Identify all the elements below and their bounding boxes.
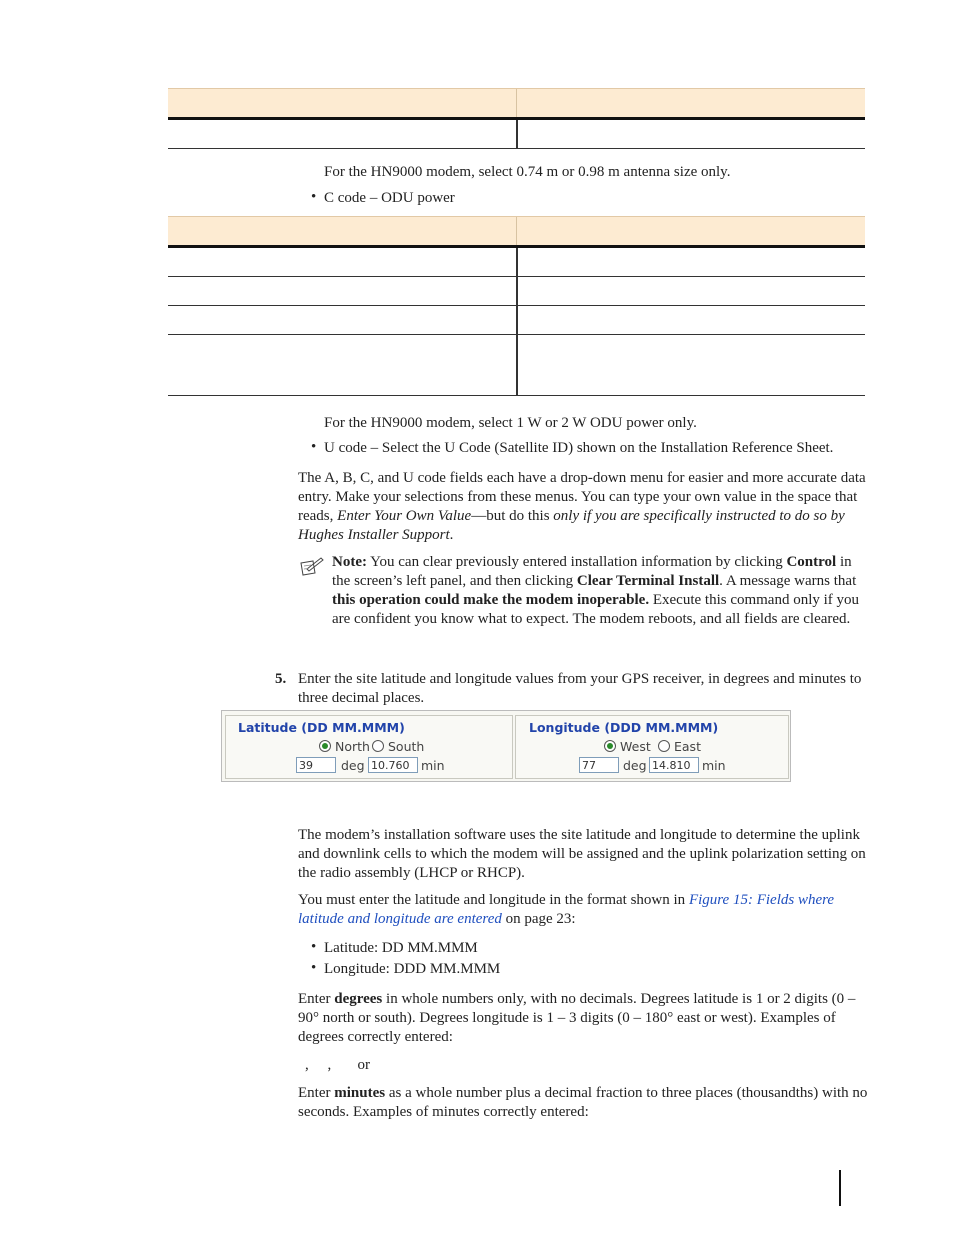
bullet-latitude-format: Latitude: DD MM.MMM [324,940,478,956]
radio-icon [658,740,670,752]
north-radio[interactable]: North [319,739,370,754]
odu-power-table [168,216,865,396]
step5-text: Enter the site latitude and longitude values from your GPS receiver, in degrees and minutes to three decimal places. [298,671,862,706]
table-header-row [168,88,865,120]
bullet-dot: • [311,960,317,976]
latitude-deg-input[interactable]: 39 [296,757,336,773]
note-odu: For the HN9000 modem, select 1 W or 2 W ODU power only. [324,415,697,431]
longitude-group [515,715,789,779]
min-label: min [702,758,726,773]
table-header-row [168,216,865,248]
note-antenna: For the HN9000 modem, select 0.74 m or 0.98 m antenna size only. [324,164,731,180]
longitude-min-input[interactable]: 14.810 [649,757,699,773]
para-minutes: Enter minutes as a whole number plus a decimal fraction to three places (thousandths) with no seconds. Examples of minutes correctly entered: [298,1085,868,1120]
min-label: min [421,758,445,773]
bullet-dot: • [311,439,317,455]
longitude-deg-input[interactable]: 77 [579,757,619,773]
bullet-dot: • [311,189,317,205]
bullet-dot: • [311,939,317,955]
lat-long-figure [221,710,791,782]
degree-examples: , , or [305,1057,370,1073]
note-pencil-icon [299,557,325,577]
antenna-table [168,88,865,149]
table-row [168,277,865,306]
para-degrees: Enter degrees in whole numbers only, with no decimals. Degrees latitude is 1 or 2 digits (0 – 90° north or south). Degrees longitude is 1 – 3 digits (0 – 180° east or west). Examples of degrees correctly entered: [298,991,856,1045]
para-software: The modem’s installation software uses the site latitude and longitude to determine the uplink and downlink cells to which the modem will be assigned and the uplink polarization setting on the radio assembly (LHCP or RHCP). [298,827,866,881]
bullet-c-code: C code – ODU power [324,190,455,206]
deg-label: deg [341,758,365,773]
step-number: 5. [275,671,287,687]
bullet-longitude-format: Longitude: DDD MM.MMM [324,961,501,977]
latitude-title: Latitude (DD MM.MMM) [238,720,405,735]
table-row [168,335,865,396]
radio-selected-icon [319,740,331,752]
bullet-u-code: U code – Select the U Code (Satellite ID) shown on the Installation Reference Sheet. [324,440,834,456]
deg-label: deg [623,758,647,773]
south-radio[interactable]: South [372,739,424,754]
latitude-min-input[interactable]: 10.760 [368,757,418,773]
latitude-group [225,715,513,779]
note-text: Note: You can clear previously entered installation information by clicking Control in the screen’s left panel, and then clicking Clear Terminal Install. A message warns that this operation could make the modem inoperable. Execute this command only if you are confident you know what to expect. The modem reboots, and all fields are cleared. [332,554,860,627]
west-radio[interactable]: West [604,739,651,754]
page-margin-bar [839,1170,841,1206]
table-row [168,306,865,335]
para-codes: The A, B, C, and U code fields each have a drop-down menu for easier and more accurate data entry. Make your selections from these menus. You can type your own value in the space that reads, Enter Your Own Value—but do this only if you are specifically instructed to do so by Hughes Installer Support. [298,470,866,543]
east-radio[interactable]: East [658,739,701,754]
para-format: You must enter the latitude and longitude in the format shown in Figure 15: Fields where latitude and longitude are entered on page 23: [298,892,835,927]
figure-15-link[interactable]: Figure 15: Fields where latitude and longitude are entered [298,892,835,927]
radio-selected-icon [604,740,616,752]
longitude-title: Longitude (DDD MM.MMM) [529,720,719,735]
radio-icon [372,740,384,752]
table-row [168,120,865,149]
table-row [168,248,865,277]
